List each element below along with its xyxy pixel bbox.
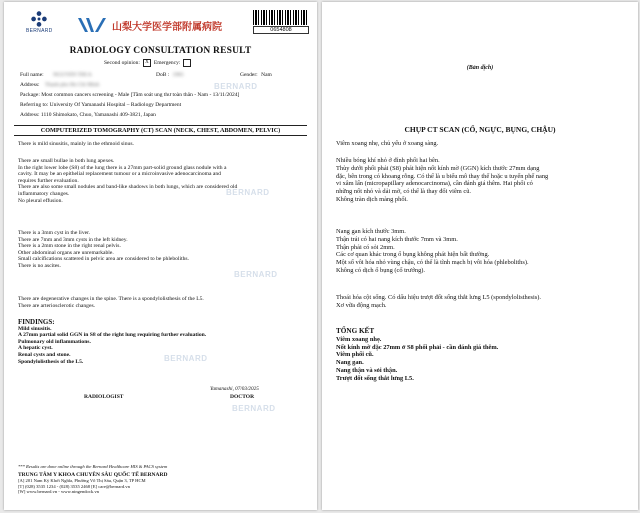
summary-item: Trượt đốt sống thắt lưng L5. [336,374,414,382]
ct-section-title: COMPUTERIZED TOMOGRAPHY (CT) SCAN (NECK, CHEST, ABDOMEN, PELVIC) [14,125,307,136]
watermark: BERNARD [226,188,270,197]
footer-web: [W] www.bernard.vn - www.ningendock.vn [18,489,99,495]
bernard-logo-icon [30,10,48,28]
report-paragraph-1 [18,141,307,148]
text-line: No pleural effusion. [18,197,63,204]
text-line: Không có dịch ổ bụng (cổ trướng). [336,266,426,274]
text-line: There are 7mm and 3mm cysts in the left kidney. [18,236,128,243]
finding-item: Mild sinusitis. [18,325,52,332]
doctor-label: DOCTOR [230,394,255,400]
text-line: Một số vôi hóa nhỏ vùng chậu, có thể là tĩnh mạch bị vôi hóa (phleboliths). [336,259,529,267]
translation-tag: (Bản dịch) [466,65,494,71]
university-logo [76,16,222,34]
text-line: requires further evaluation. [18,177,79,184]
second-opinion-checkbox: X [143,59,151,67]
finding-item: A hepatic cyst. [18,345,53,352]
full-name-field [20,72,92,78]
translation-title: CHỤP CT SCAN (CỔ, NGỰC, BỤNG, CHẬU) [404,125,556,134]
bernard-logo-text: BERNARD [26,28,53,34]
date-line: Yamanashi, 07/03/2025 [210,386,259,392]
referring-field: Referring to: University Of Yamanashi Hospital – Radiology Department [20,102,182,108]
report-paragraph-3 [18,230,307,270]
gender-value: Nam [261,72,272,78]
translation-paragraph-1 [336,140,630,148]
text-line: Viêm xoang nhẹ, chủ yếu ở xoang sàng. [336,140,439,147]
summary-item: Nốt kính mờ đặc 27mm ở S8 phổi phải - cần đánh giá thêm. [336,343,499,351]
text-line: There is a 3mm cyst in the liver. [18,230,91,236]
finding-item: Renal cysts and stone. [18,351,71,358]
gender-label: Gender: [240,72,258,78]
watermark: BERNARD [214,82,258,91]
barcode [253,10,309,34]
text-line: Nhiều bóng khí nhỏ ở đỉnh phổi hai bên. [336,157,440,164]
text-line: Các cơ quan khác trong ổ bụng không phát hiện bất thường. [336,251,490,259]
report-paragraph-2 [18,158,307,204]
text-line: những nốt nhỏ và dải mờ, có thể là thay đổi viêm cũ. [336,188,471,196]
dob-label: DoB : [156,72,170,78]
dob-value: 1965 [172,72,184,78]
report-paragraph-4 [18,296,307,309]
summary-item: Nang thận và sỏi thận. [336,366,398,374]
text-line: There is a 2mm stone in the right renal pelvis. [18,243,121,250]
text-line: Nang gan kích thước 3mm. [336,228,406,235]
text-line: cavity. It may be an epithelial replacement tumour or a microinvasive adenocarcinoma and [18,171,221,178]
finding-item: Spondylolisthesis of the L5. [18,358,84,365]
second-opinion-label: Second opinion: [104,60,140,66]
text-line: There are arteriosclerotic changes. [18,302,96,309]
translation-paragraph-3 [336,228,630,275]
text-line: There are also some small nodules and band-like shadows in both lungs, which are considered old [18,184,238,191]
radiologist-label: RADIOLOGIST [84,394,124,400]
findings-heading: FINDINGS: [18,318,55,326]
text-line: Thùy dưới phổi phải (S8) phát hiện nốt kính mờ (GGN) kích thước 27mm dạng [336,164,540,172]
text-line: Thận phải có sỏi 2mm. [336,243,395,251]
footer-contact: [T] (028) 3535 1234 - (028) 3535 2468 [E] care@bernard.vn [18,483,130,489]
original-report-page [4,2,317,510]
referring-address-field: Address: 1110 Shimokato, Chuo, Yamanashi 409-3821, Japan [20,112,156,118]
footer-address: [A] 201 Nam Kỳ Khởi Nghĩa, Phường Võ Thị Sáu, Quận 3, TP HCM [18,478,146,484]
findings-section [18,319,307,365]
address-label: Address: [20,82,40,88]
report-header [14,10,309,42]
second-opinion-row [104,59,191,67]
text-line: Small calcifications scattered in pelvic area are considered to be phleboliths. [18,256,190,263]
translation-page [322,2,638,510]
text-line: Xơ vữa động mạch. [336,301,387,309]
summary-section [336,328,630,383]
text-line: Thoái hóa cột sống. Có dấu hiệu trượt đốt sống thắt lưng L5 (spondylolisthesis). [336,294,542,301]
watermark: BERNARD [232,404,276,413]
report-title: RADIOLOGY CONSULTATION RESULT [69,46,252,56]
footer-note: *** Results are done online through the Bernard Healthcare HIS & PACS system [18,464,168,469]
yamanashi-univ-icon [76,16,110,34]
summary-item: Viêm xoang nhẹ. [336,335,382,343]
university-name: 山梨大学医学部附属病院 [112,21,222,33]
summary-item: Nang gan. [336,359,364,367]
barcode-number: 0654808 [253,26,309,34]
summary-item: Viêm phổi cũ. [336,351,374,359]
address-value: Thanh pho Ho Chi Minh [44,82,100,88]
report-footer [18,464,307,495]
barcode-bars [253,10,309,25]
full-name-value: NGUYEN THI A [53,72,92,78]
gender-field [240,72,272,78]
finding-item: Pulmonary old inflammations. [18,338,91,345]
full-name-label: Full name: [20,72,44,78]
translation-paragraph-4 [336,294,630,310]
footer-center-name: TRUNG TÂM Y KHOA CHUYÊN SÂU QUỐC TẾ BERNARD [18,471,168,478]
summary-heading: TỔNG KẾT [336,327,375,335]
text-line: There are small bullae in both lung apexes. [18,158,115,164]
text-line: Other abdominal organs are unremarkable. [18,249,114,256]
emergency-checkbox [183,59,191,67]
dob-field [156,72,184,78]
text-line: There are degenerative changes in the spine. There is a spondylolisthesis of the L5. [18,296,204,302]
watermark: BERNARD [164,354,208,363]
finding-item: A 27mm partial solid GGN in S8 of the right lung requiring further evaluation. [18,332,207,339]
text-line: Thận trái có hai nang kích thước 7mm và 3mm. [336,235,458,243]
package-field: Package: Most common cancers screening - Male [Tầm soát ung thư toàn thân - Nam - 13/11/2024] [20,92,240,98]
text-line: In the right lower lobe (S8) of the lung there is a 27mm part-solid ground glass nodule with a [18,164,227,171]
translation-paragraph-2 [336,157,630,204]
bernard-logo [26,10,52,34]
text-line: đặc, bên trong có khoang rỗng. Có thể là u biểu mô thay thế hoặc u tuyến phế nang [336,172,549,180]
text-line: inflammatory changes. [18,190,70,197]
text-line: There is mild sinusitis, mainly in the ethmoid sinus. [18,141,134,147]
watermark: BERNARD [234,270,278,279]
text-line: Không tràn dịch màng phổi. [336,195,408,203]
text-line: There is no ascites. [18,262,61,269]
address-field [20,82,99,88]
emergency-label: Emergency: [153,60,181,66]
text-line: vi xâm lấn (micropapillary adenocarcinoma), cần đánh giá thêm. Hai phổi có [336,180,533,188]
